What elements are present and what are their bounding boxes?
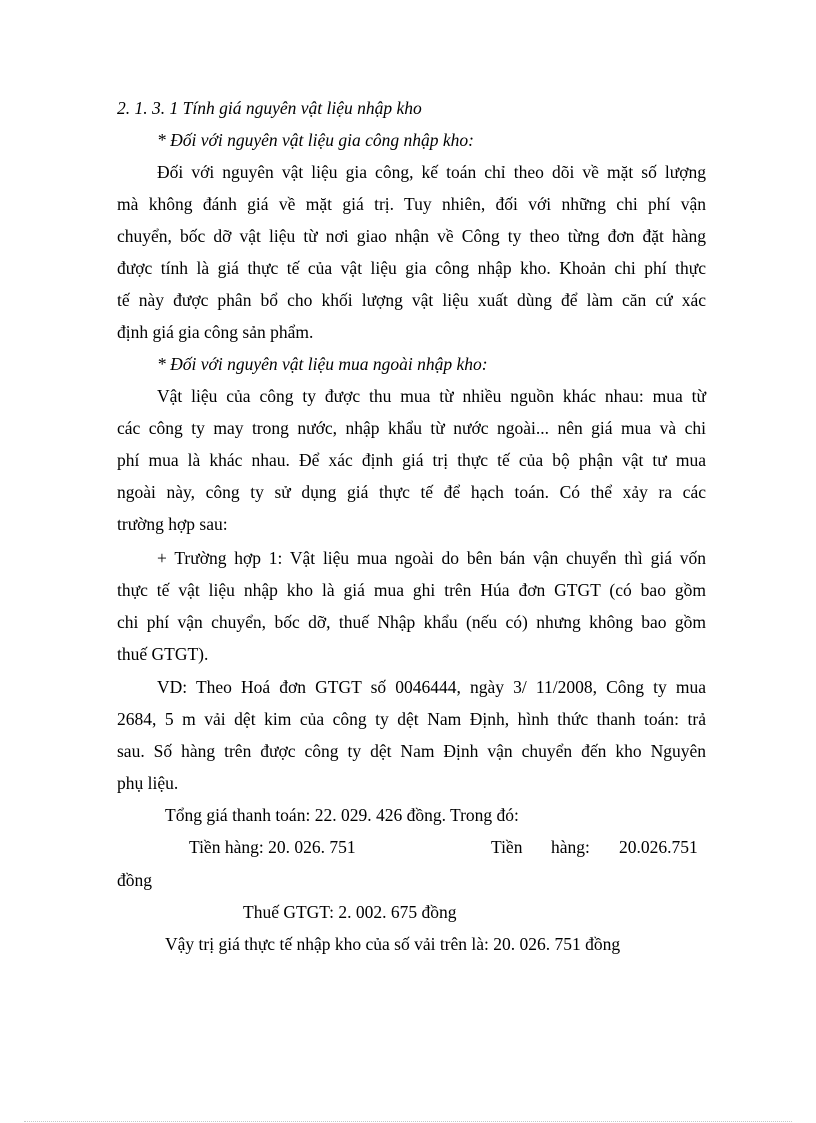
paragraph-line: các công ty may trong nước, nhập khẩu từ nước ngoài... nên giá mua và chi (117, 418, 706, 438)
paragraph-line: trường hợp sau: (117, 514, 228, 534)
paragraph-line: được tính là giá thực tế của vật liệu gia công nhập kho. Khoản chi phí thực (117, 258, 706, 278)
subheading-purchased-materials: * Đối với nguyên vật liệu mua ngoài nhập kho: (157, 354, 488, 374)
paragraph-line: Vật liệu của công ty được thu mua từ nhiều nguồn khác nhau: mua từ (157, 386, 706, 406)
paragraph-line: tế này được phân bổ cho khối lượng vật liệu xuất dùng để làm căn cứ xác (117, 290, 706, 310)
paragraph-line: + Trường hợp 1: Vật liệu mua ngoài do bên bán vận chuyển thì giá vốn (157, 548, 706, 568)
result-line: Vậy trị giá thực tế nhập kho của số vải trên là: 20. 026. 751 đồng (165, 934, 621, 954)
paragraph-line: 2684, 5 m vải dệt kim của công ty dệt Nam Định, hình thức thanh toán: trả (117, 709, 706, 729)
total-payment-line: Tổng giá thanh toán: 22. 029. 426 đồng. Trong đó: (165, 805, 519, 825)
vat-line: Thuế GTGT: 2. 002. 675 đồng (243, 902, 457, 922)
paragraph-line: thuế GTGT). (117, 644, 209, 664)
paragraph-line: Đối với nguyên vật liệu gia công, kế toán chỉ theo dõi về mặt số lượng (157, 162, 706, 182)
paragraph-line: chi phí vận chuyển, bốc dỡ, thuế Nhập khẩu (nếu có) nhưng không bao gồm (117, 612, 706, 632)
paragraph-line: định giá gia công sản phẩm. (117, 322, 314, 342)
paragraph-line: chuyển, bốc dỡ vật liệu từ nơi giao nhận về Công ty theo từng đơn đặt hàng (117, 226, 706, 246)
paragraph-line: thực tế vật liệu nhập kho là giá mua ghi trên Húa đơn GTGT (có bao gồm (117, 580, 706, 600)
paragraph-line: ngoài này, công ty sử dụng giá thực tế để hạch toán. Có thể xảy ra các (117, 482, 706, 502)
subheading-processed-materials: * Đối với nguyên vật liệu gia công nhập kho: (157, 130, 474, 150)
paragraph-line: mà không đánh giá về mặt giá trị. Tuy nhiên, đối với những chi phí vận (117, 194, 706, 214)
goods-amount-unit: đồng (117, 870, 152, 890)
goods-amount-label-word: hàng: (551, 837, 590, 857)
paragraph-line: sau. Số hàng trên được công ty dệt Nam Định vận chuyển đến kho Nguyên (117, 741, 706, 761)
paragraph-line: phụ liệu. (117, 773, 179, 793)
paragraph-line: phí mua là khác nhau. Để xác định giá trị thực tế của bộ phận vật tư mua (117, 450, 706, 470)
goods-amount-label-word: Tiền (491, 837, 523, 857)
section-heading: 2. 1. 3. 1 Tính giá nguyên vật liệu nhập kho (117, 98, 422, 118)
page-bottom-divider (24, 1121, 792, 1122)
goods-amount-value: 20.026.751 (619, 837, 698, 857)
goods-amount-line: Tiền hàng: 20. 026. 751 (189, 837, 356, 857)
paragraph-line: VD: Theo Hoá đơn GTGT số 0046444, ngày 3/ 11/2008, Công ty mua (157, 677, 706, 697)
